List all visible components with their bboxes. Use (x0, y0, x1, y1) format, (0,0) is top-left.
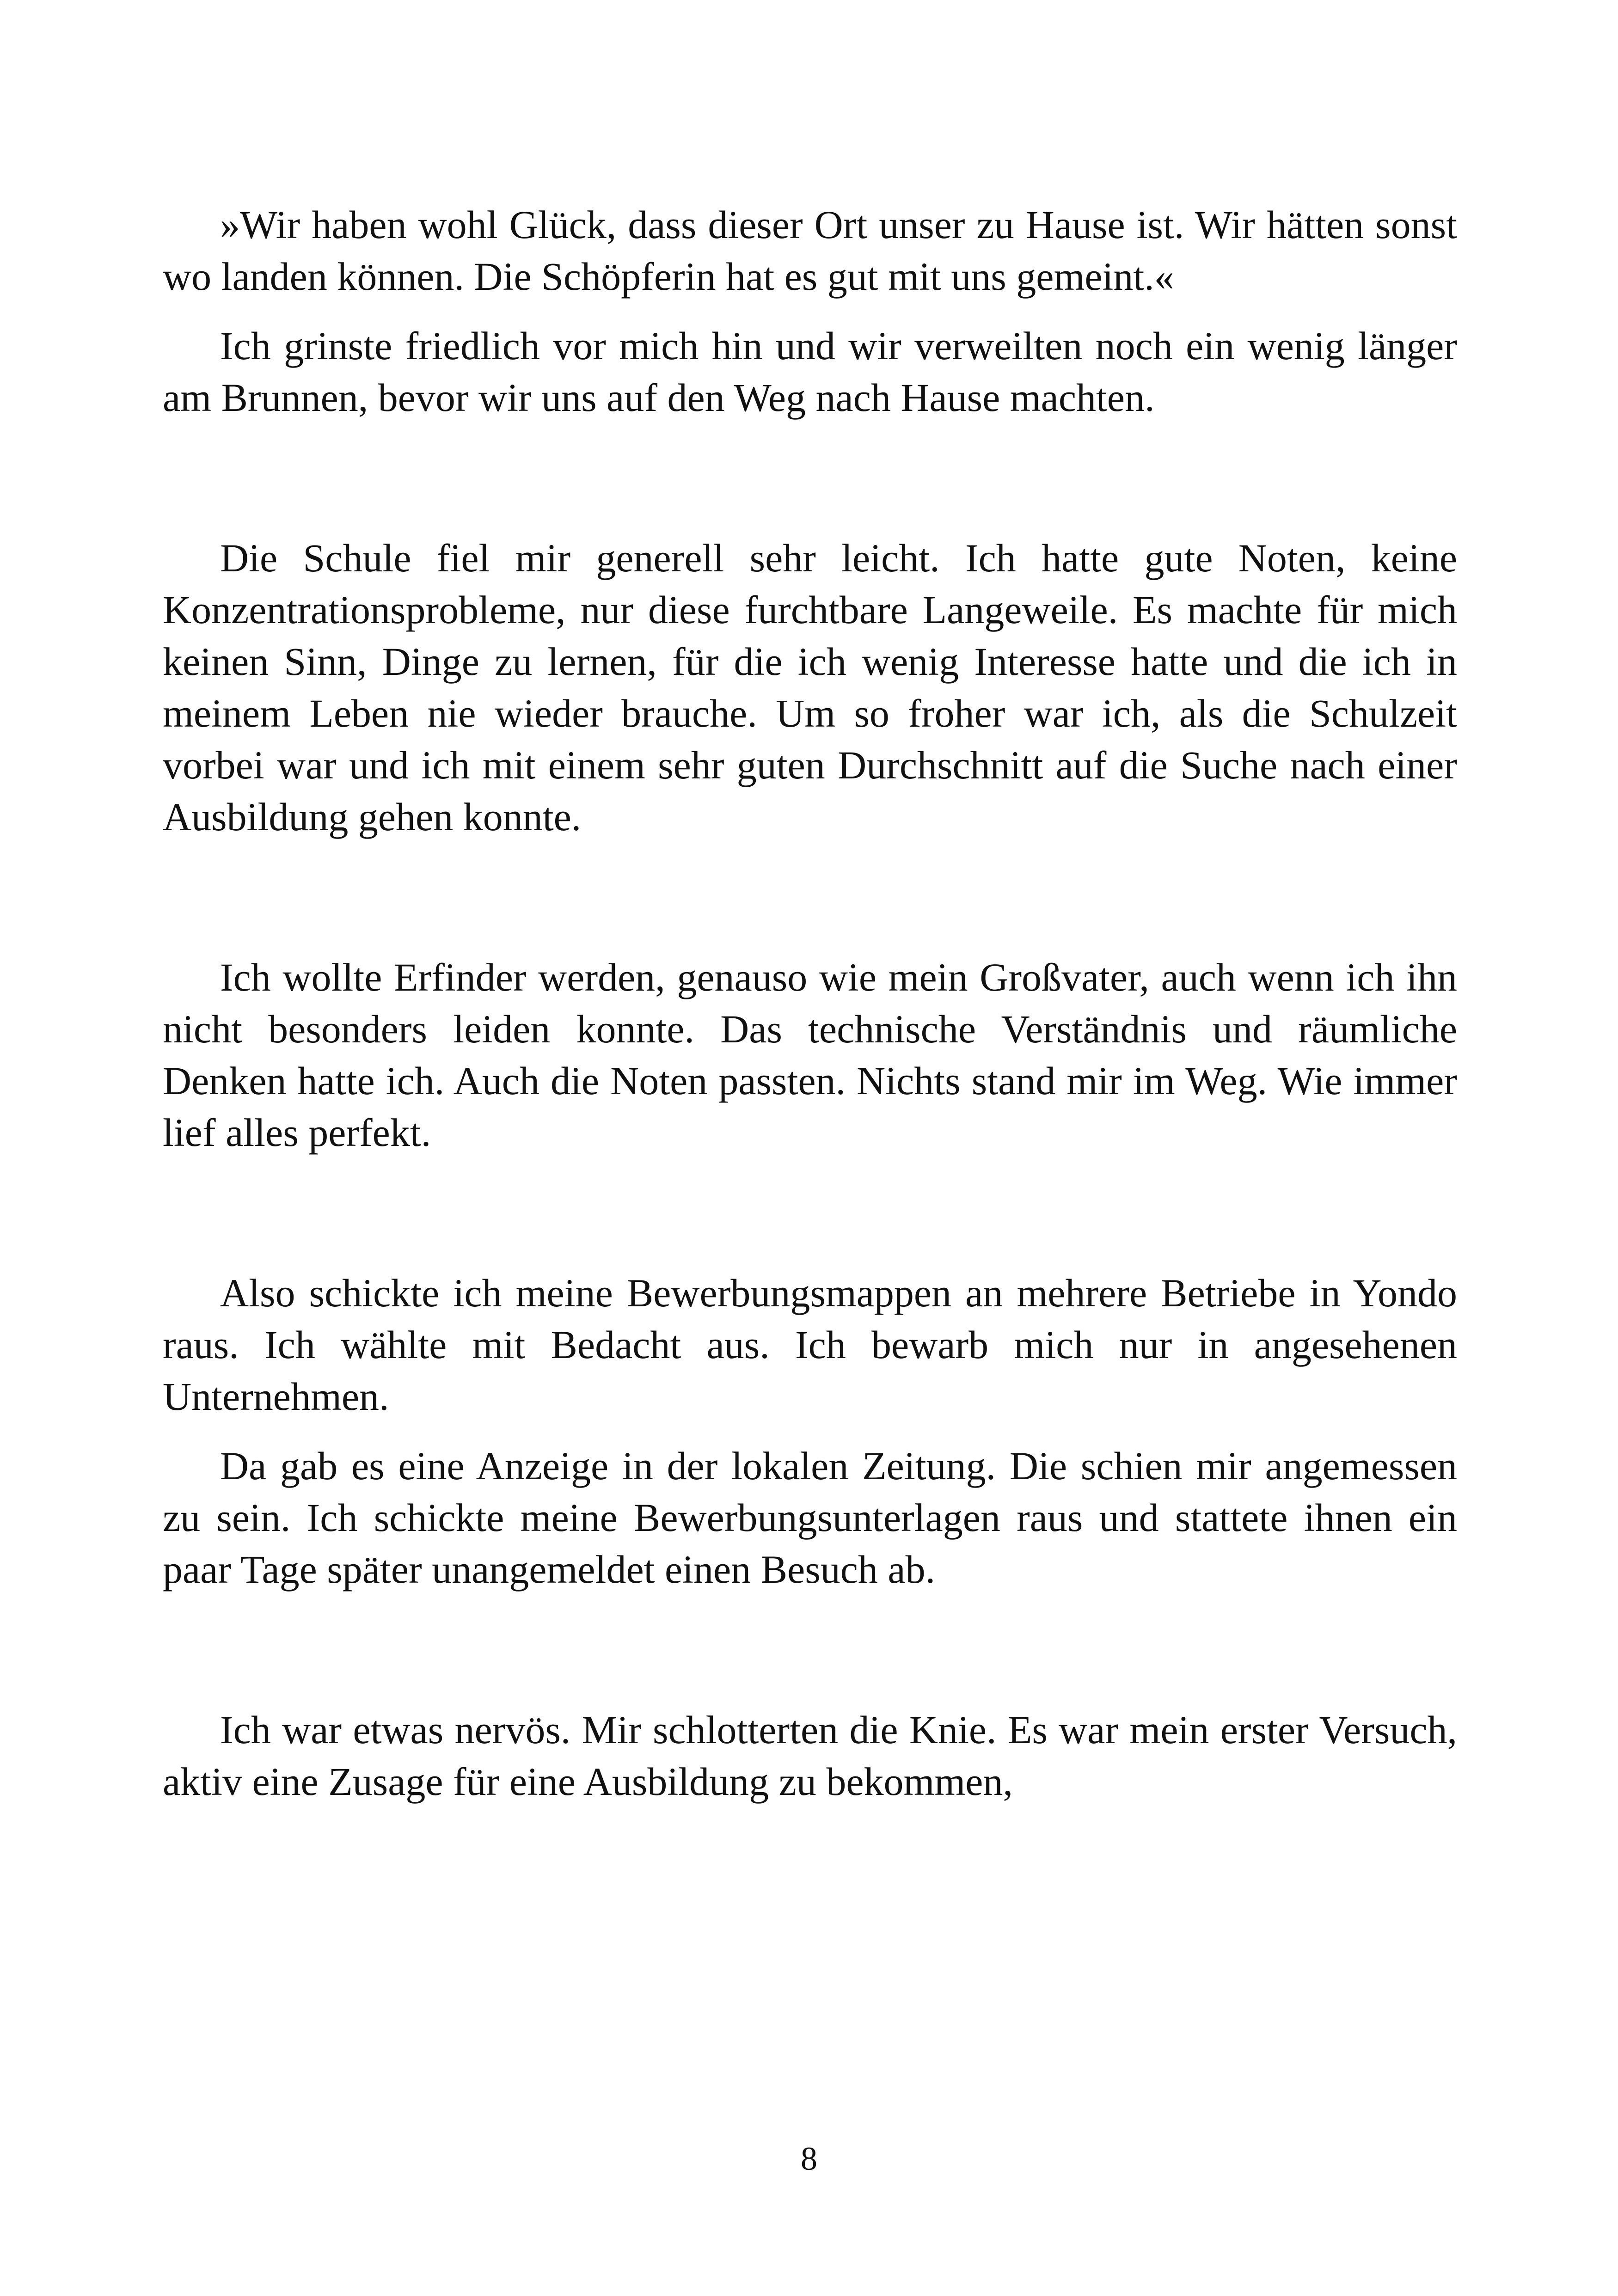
paragraph-erfinder: Ich wollte Erfinder werden, genauso wie mein Großvater, auch wenn ich ihn nicht besonders leiden konnte. Das technische Verständnis und räumliche Denken hatte ich. Auch die Noten passten. Nichts stand mir im Weg. Wie immer lief alles perfekt. (163, 955, 1457, 1155)
paragraph-brunnen: Ich grinste friedlich vor mich hin und wir verweilten noch ein wenig länger am Brunnen, bevor wir uns auf den Weg nach Hause machten. (163, 324, 1457, 420)
paragraph-nervoes: Ich war etwas nervös. Mir schlotterten die Knie. Es war mein erster Versuch, aktiv eine Zusage für eine Ausbildung zu bekommen, (163, 1708, 1457, 1804)
paragraph-anzeige: Da gab es eine Anzeige in der lokalen Zeitung. Die schien mir angemessen zu sein. Ich schickte meine Bewerbungsunterlagen raus und stattete ihnen ein paar Tage später unangemeldet einen Besuch ab. (163, 1444, 1457, 1592)
paragraph-schule: Die Schule fiel mir generell sehr leicht. Ich hatte gute Noten, keine Konzentrationsprobleme, nur diese furchtbare Langeweile. Es machte für mich keinen Sinn, Dinge zu lernen, für die ich wenig Interesse hatte und die ich in meinem Leben nie wieder brauche. Um so froher war ich, als die Schulzeit vorbei war und ich mit einem sehr guten Durchschnitt auf die Suche nach einer Ausbildung gehen konnte. (163, 536, 1457, 839)
paragraph-bewerbungsmappen: Also schickte ich meine Bewerbungsmappen an mehrere Betriebe in Yondo raus. Ich wählte mit Bedacht aus. Ich bewarb mich nur in angesehenen Unternehmen. (163, 1271, 1457, 1419)
page-text-body (163, 199, 1457, 1807)
paragraph-dialogue: »Wir haben wohl Glück, dass dieser Ort unser zu Hause ist. Wir hätten sonst wo landen können. Die Schöpferin hat es gut mit uns gemeint.« (163, 202, 1457, 299)
page-number: 8 (801, 2140, 817, 2177)
